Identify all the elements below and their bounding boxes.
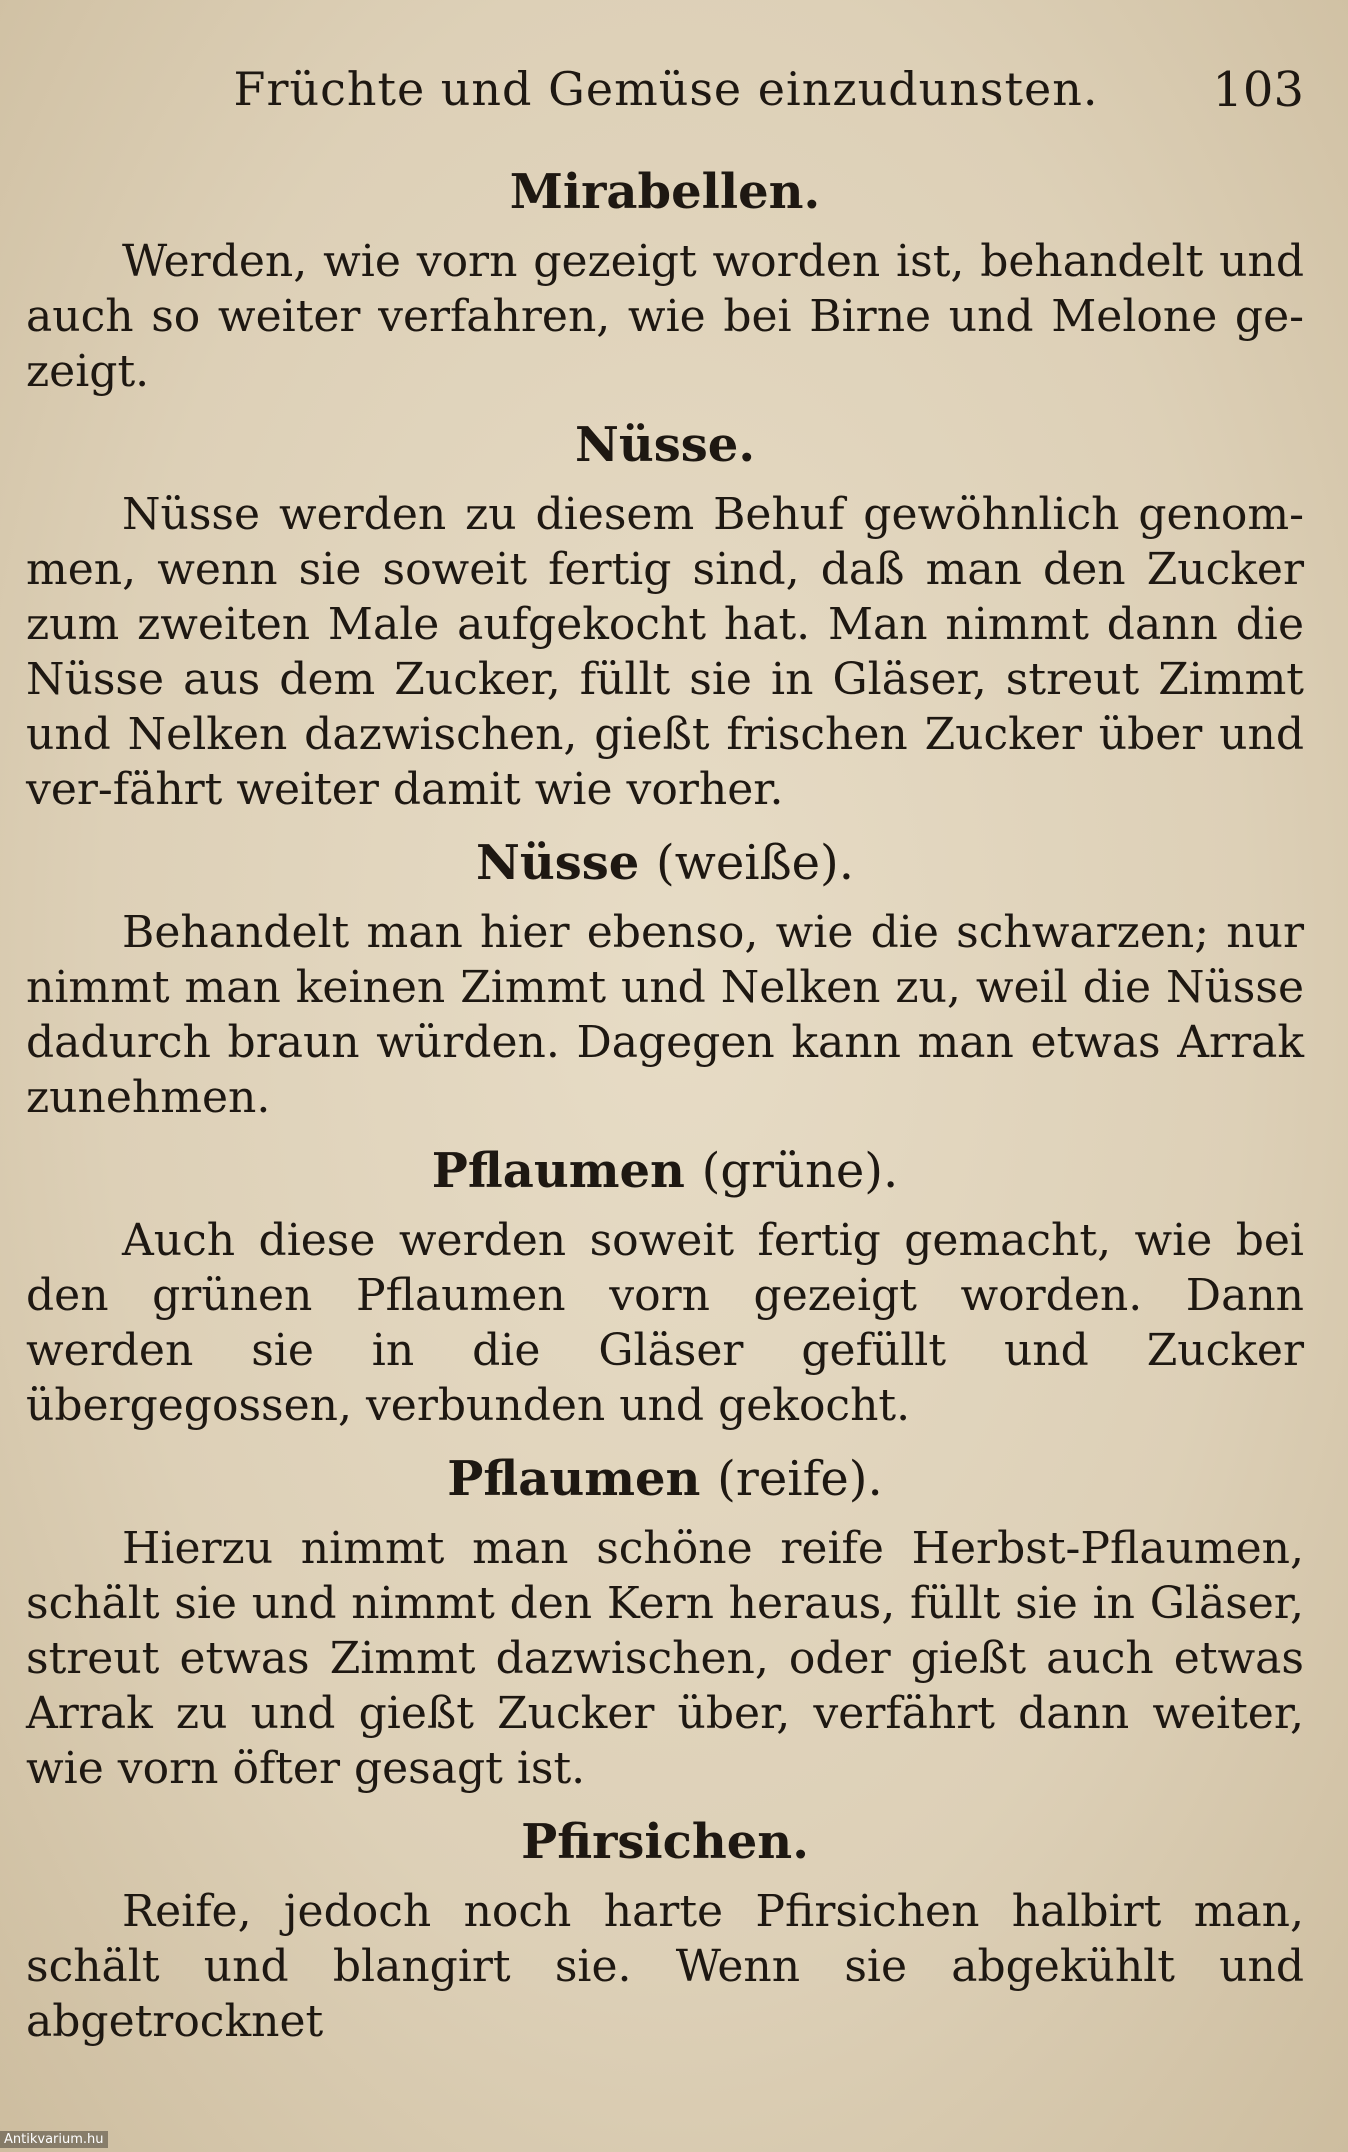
section-note: (grüne). [701, 1143, 899, 1199]
paragraph-pfirsichen: Reife, jedoch noch harte Pfirsichen halbirt man, schält und blangirt sie. Wenn sie abgekühlt und abgetrocknet [26, 1886, 1304, 2047]
section-title-nuesse: Nüsse. [574, 417, 756, 473]
paragraph-nuesse: Nüsse werden zu diesem Behuf gewöhnlich genom-men, wenn sie soweit fertig sind, daß man den Zucker zum zweiten Male aufgekocht hat. Man nimmt dann die Nüsse aus dem Zucker, füllt sie in Gläser, streut Zimmt und Nelken dazwischen, gießt frischen Zucker über und ver-fährt weiter damit wie vorher. [26, 489, 1304, 815]
section-title-nuesse-weisse: Nüsse (weiße). [475, 835, 855, 891]
section-title-pflaumen-gruene: Pflaumen (grüne). [431, 1143, 899, 1199]
section-note: (reife). [717, 1451, 883, 1507]
page-content [26, 160, 1304, 2063]
page-number: 103 [1212, 62, 1304, 118]
paragraph-nuesse-weisse: Behandelt man hier ebenso, wie die schwarzen; nur nimmt man keinen Zimmt und Nelken zu, weil die Nüsse dadurch braun würden. Dagegen kann man etwas Arrak zunehmen. [26, 907, 1304, 1123]
section-title-pflaumen-reife: Pflaumen (reife). [447, 1451, 883, 1507]
section-title-mirabellen: Mirabellen. [509, 164, 821, 220]
paragraph-pflaumen-reife: Hierzu nimmt man schöne reife Herbst-Pflaumen, schält sie und nimmt den Kern heraus, füllt sie in Gläser, streut etwas Zimmt dazwischen, oder gießt auch etwas Arrak zu und gießt Zucker über, verfährt dann weiter, wie vorn öfter gesagt ist. [26, 1523, 1304, 1794]
section-note: (weiße). [656, 835, 855, 891]
running-title: Früchte und Gemüse einzudunsten. [233, 62, 1099, 116]
section-title-pfirsichen: Pfirsichen. [521, 1814, 809, 1870]
paragraph-pflaumen-gruene: Auch diese werden soweit fertig gemacht, wie bei den grünen Pflaumen vorn gezeigt worden. Dann werden sie in die Gläser gefüllt und Zucker übergegossen, verbunden und gekocht. [26, 1215, 1304, 1431]
page-header [28, 62, 1304, 132]
paragraph-mirabellen: Werden, wie vorn gezeigt worden ist, behandelt und auch so weiter verfahren, wie bei Birne und Melone ge-zeigt. [26, 236, 1304, 397]
watermark: Antikvarium.hu [0, 2131, 108, 2148]
